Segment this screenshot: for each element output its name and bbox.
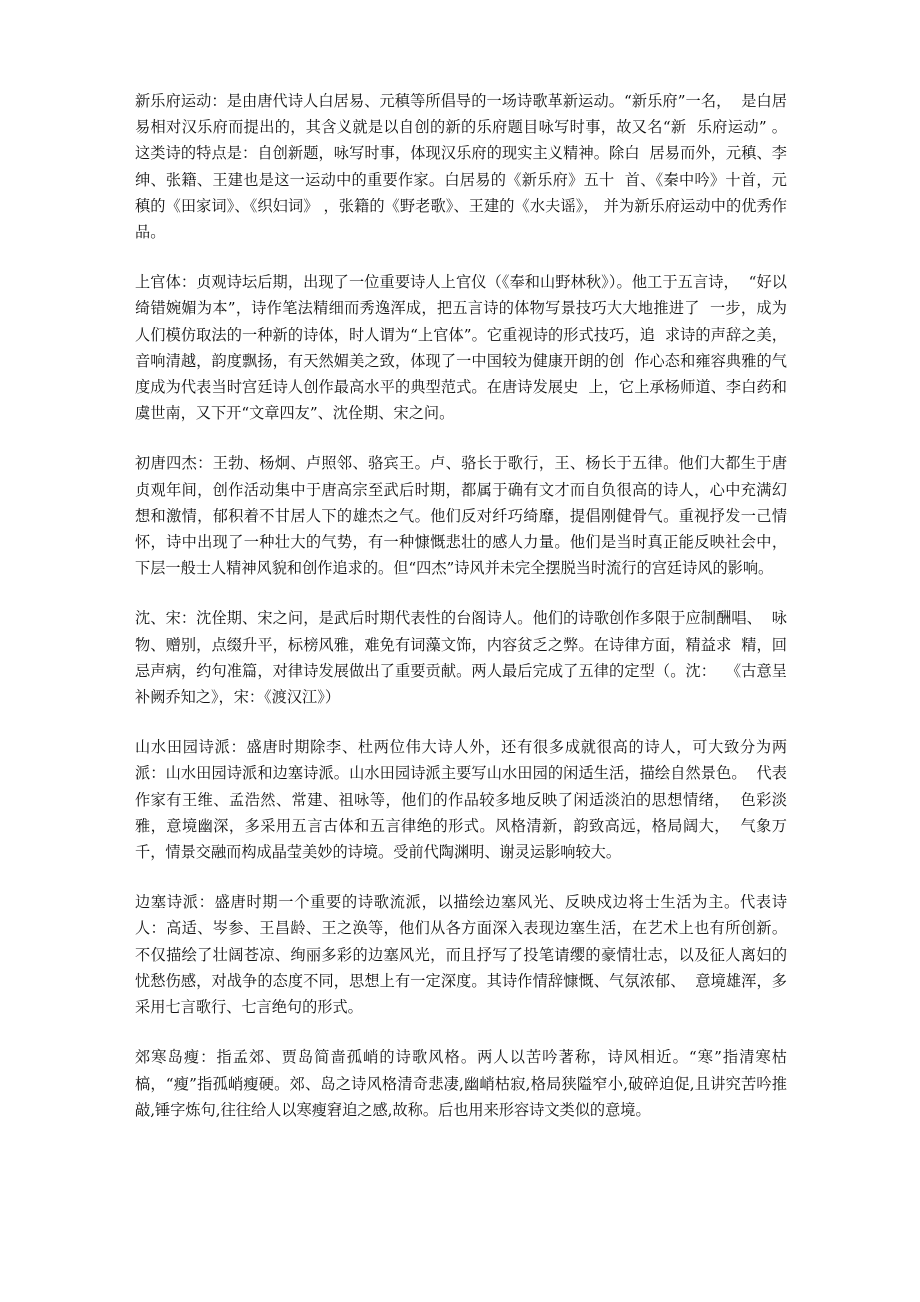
paragraph-jiao-han-dao-shou: 郊寒岛瘦：指孟郊、贾岛简啬孤峭的诗歌风格。两人以苦吟著称，诗风相近。“寒”指清寒枯槁，“瘦”指孤峭瘦硬。郊、岛之诗风格清奇悲凄,幽峭枯寂,格局狭隘窄小,破碎迫促,且讲究苦吟推敲,锤字炼句,往往给人以寒瘦窘迫之感,故称。后也用来形容诗文类似的意境。 — [135, 1048, 787, 1119]
paragraph-landscape-pastoral-school: 山水田园诗派：盛唐时期除李、杜两位伟大诗人外，还有很多成就很高的诗人，可大致分为两派：山水田园诗派和边塞诗派。山水田园诗派主要写山水田园的闲适生活，描绘自然景色。 代表作家有王维、孟浩然、常建、祖咏等，他们的作品较多地反映了闲适淡泊的思想情绪， 色彩淡雅，意境幽深，多采用五言古体和五言律绝的形式。风格清新，韵致高远，格局阔大， 气象万千，情景交融而构成晶莹美妙的诗境。受前代陶渊明、谢灵运影响较大。 — [135, 738, 787, 862]
paragraph-new-yuefu-movement: 新乐府运动：是由唐代诗人白居易、元稹等所倡导的一场诗歌革新运动。“新乐府”一名， 是白居易相对汉乐府而提出的，其含义就是以自创的新的乐府题目咏写时事，故又名“新 乐府运动” 。这类诗的特点是：自创新题，咏写时事，体现汉乐府的现实主义精神。除白 居易而外，元稹、李绅、张籍、王建也是这一运动中的重要作家。白居易的《新乐府》五十 首、《秦中吟》十首，元稹的《田家词》、《织妇词》 ，张籍的《野老歌》、王建的《水夫谣》， 并为新乐府运动中的优秀作品。 — [135, 92, 787, 242]
paragraph-four-masters-early-tang: 初唐四杰：王勃、杨炯、卢照邻、骆宾王。卢、骆长于歌行，王、杨长于五律。他们大都生于唐贞观年间，创作活动集中于唐高宗至武后时期，都属于确有文才而自负很高的诗人，心中充满幻想和激情，郁积着不甘居人下的雄杰之气。他们反对纤巧绮靡，提倡刚健骨气。重视抒发一己情怀，诗中出现了一种壮大的气势，有一种慷慨悲壮的感人力量。他们是当时真正能反映社会中，下层一般士人精神风貌和创作追求的。但“四杰”诗风并未完全摆脱当时流行的宫廷诗风的影响。 — [135, 454, 787, 578]
document-page — [135, 88, 787, 1147]
paragraph-frontier-school: 边塞诗派：盛唐时期一个重要的诗歌流派，以描绘边塞风光、反映戍边将士生活为主。代表诗人：高适、岑参、王昌龄、王之涣等，他们从各方面深入表现边塞生活，在艺术上也有所创新。不仅描绘了壮阔苍凉、绚丽多彩的边塞风光，而且抒写了投笔请缨的豪情壮志，以及征人离妇的忧愁伤感，对战争的态度不同，思想上有一定深度。其诗作情辞慷慨、气氛浓郁、 意境雄浑，多采用七言歌行、七言绝句的形式。 — [135, 893, 787, 1017]
paragraph-shangguan-style: 上官体：贞观诗坛后期，出现了一位重要诗人上官仪（《奉和山野林秋》）。他工于五言诗， “好以绮错婉媚为本”，诗作笔法精细而秀逸浑成，把五言诗的体物写景技巧大大地推进了 一步，成为人们模仿取法的一种新的诗体，时人谓为“上官体”。它重视诗的形式技巧，追 求诗的声辞之美，音响清越，韵度飘扬，有天然媚美之致，体现了一中国较为健康开朗的创 作心态和雍容典雅的气度成为代表当时宫廷诗人创作最高水平的典型范式。在唐诗发展史 上，它上承杨师道、李白药和虞世南，又下开“文章四友”、沈佺期、宋之问。 — [135, 273, 787, 423]
paragraph-shen-song: 沈、宋：沈佺期、宋之问，是武后时期代表性的台阁诗人。他们的诗歌创作多限于应制酬唱、 咏物、赠别，点缀升平，标榜风雅，难免有词藻文饰，内容贫乏之弊。在诗律方面，精益求 精，回忌声病，约句准篇，对律诗发展做出了重要贡献。两人最后完成了五律的定型（。沈： 《古意呈补阙乔知之》，宋：《渡汉江》） — [135, 609, 787, 707]
